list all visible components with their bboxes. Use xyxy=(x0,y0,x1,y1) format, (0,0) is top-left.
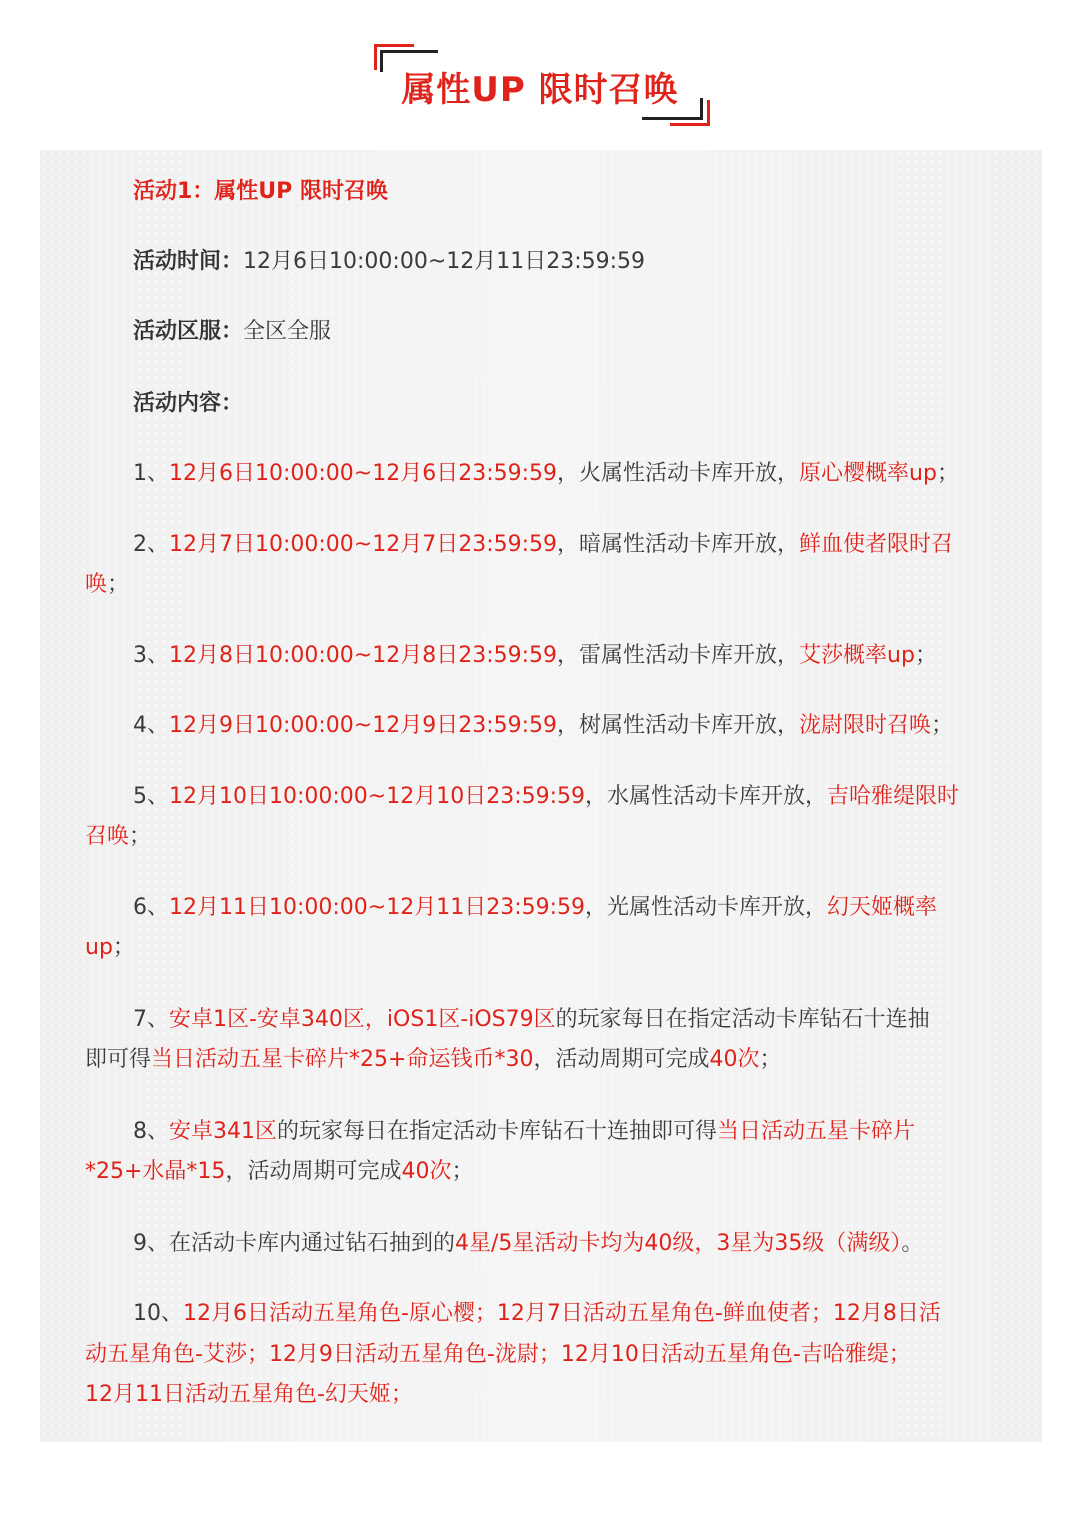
item-text: 即可得 xyxy=(85,1047,152,1072)
item-date: 12月9日10:00:00~12月9日23:59:59 xyxy=(169,713,558,738)
item-number: 2、 xyxy=(133,532,169,557)
list-item xyxy=(85,777,1048,817)
activity-server-label: 活动区服： xyxy=(133,319,244,344)
item-text: ，光属性活动卡库开放， xyxy=(585,895,828,920)
item-end: ； xyxy=(931,713,954,738)
item-number: 8、 xyxy=(133,1119,169,1144)
item-highlight: 召唤 xyxy=(85,824,130,849)
item-text: 在活动卡库内通过钻石抽到的 xyxy=(169,1231,456,1256)
item-highlight: 40次 xyxy=(401,1159,452,1184)
activity-server-row xyxy=(85,312,1048,352)
item-highlight: 安卓341区 xyxy=(169,1119,277,1144)
item-number: 7、 xyxy=(133,1007,169,1032)
item-end: ； xyxy=(936,461,959,486)
list-item-continued xyxy=(85,817,1000,857)
item-number: 10、 xyxy=(133,1301,183,1326)
item-text: ，活动周期可完成 xyxy=(533,1047,710,1072)
item-highlight: 艾莎概率up xyxy=(799,643,915,668)
item-text: ，火属性活动卡库开放， xyxy=(557,461,800,486)
item-number: 5、 xyxy=(133,784,169,809)
item-highlight: 鲜血使者限时召 xyxy=(799,532,954,557)
item-text: ，水属性活动卡库开放， xyxy=(585,784,828,809)
item-number: 4、 xyxy=(133,713,169,738)
item-number: 1、 xyxy=(133,461,169,486)
item-date: 12月8日10:00:00~12月8日23:59:59 xyxy=(169,643,558,668)
list-item-continued: 12月11日活动五星角色-幻天姬； xyxy=(85,1382,413,1407)
item-highlight: 4星/5星活动卡均为40级，3星为35级（满级） xyxy=(455,1231,902,1256)
item-date: 12月10日10:00:00~12月10日23:59:59 xyxy=(169,784,586,809)
item-highlight: 幻天姬概率 xyxy=(827,895,938,920)
activity-time-label: 活动时间： xyxy=(133,249,244,274)
item-end: ； xyxy=(112,935,135,960)
header-banner xyxy=(0,0,1080,150)
item-end: ； xyxy=(759,1047,782,1072)
activity-heading: 活动1：属性UP 限时召唤 xyxy=(133,179,388,204)
item-end: ； xyxy=(451,1159,474,1184)
list-item-continued xyxy=(85,1152,1000,1192)
item-end: ； xyxy=(914,643,937,668)
list-item xyxy=(85,1224,1048,1264)
item-highlight: 当日活动五星卡碎片 xyxy=(717,1119,916,1144)
list-item xyxy=(85,454,1048,494)
item-text: ，雷属性活动卡库开放， xyxy=(557,643,800,668)
list-item xyxy=(85,1112,1048,1152)
item-end: ； xyxy=(129,824,152,849)
list-item-continued xyxy=(85,565,1000,605)
corner-bracket-bottom-right xyxy=(642,98,710,126)
item-date: 12月6日10:00:00~12月6日23:59:59 xyxy=(169,461,558,486)
activity-time-value: 12月6日10:00:00~12月11日23:59:59 xyxy=(243,249,646,274)
list-item-continued xyxy=(85,928,1000,968)
item-highlight: 40次 xyxy=(709,1047,760,1072)
item-highlight: 安卓1区-安卓340区，iOS1区-iOS79区 xyxy=(169,1007,556,1032)
item-highlight: *25+水晶*15 xyxy=(85,1159,226,1184)
list-item-continued xyxy=(85,1040,1000,1080)
item-number: 6、 xyxy=(133,895,169,920)
item-highlight: 泷尉限时召唤 xyxy=(799,713,932,738)
list-item xyxy=(85,525,1048,565)
list-item xyxy=(85,636,1048,676)
item-number: 3、 xyxy=(133,643,169,668)
list-item xyxy=(85,1294,1048,1334)
list-item xyxy=(85,706,1048,746)
item-highlight: 原心樱概率up xyxy=(799,461,937,486)
item-highlight: 唤 xyxy=(85,572,108,597)
item-text: ，树属性活动卡库开放， xyxy=(557,713,800,738)
list-item xyxy=(85,1000,1048,1040)
item-date: 12月11日10:00:00~12月11日23:59:59 xyxy=(169,895,586,920)
item-highlight: 12月6日活动五星角色-原心樱；12月7日活动五星角色-鲜血使者；12月8日活 xyxy=(183,1301,941,1326)
item-highlight: 当日活动五星卡碎片*25+命运钱币*30 xyxy=(151,1047,534,1072)
activity-panel xyxy=(40,150,1042,1442)
activity-time-row xyxy=(85,242,1048,282)
item-highlight: up xyxy=(85,935,113,960)
item-text: ，暗属性活动卡库开放， xyxy=(557,532,800,557)
item-number: 9、 xyxy=(133,1231,169,1256)
item-end: ； xyxy=(107,572,130,597)
item-text: 的玩家每日在指定活动卡库钻石十连抽 xyxy=(555,1007,930,1032)
item-text: ，活动周期可完成 xyxy=(225,1159,402,1184)
item-highlight: 吉哈雅缇限时 xyxy=(827,784,960,809)
activity-content-label: 活动内容： xyxy=(133,391,244,416)
item-text: 的玩家每日在指定活动卡库钻石十连抽即可得 xyxy=(277,1119,718,1144)
list-item xyxy=(85,888,1048,928)
activity-server-value: 全区全服 xyxy=(243,319,332,344)
item-date: 12月7日10:00:00~12月7日23:59:59 xyxy=(169,532,558,557)
list-item-continued: 动五星角色-艾莎；12月9日活动五星角色-泷尉；12月10日活动五星角色-吉哈雅缇； xyxy=(85,1342,911,1367)
page-title: 属性UP 限时召唤 xyxy=(401,70,679,110)
item-end: 。 xyxy=(901,1231,924,1256)
